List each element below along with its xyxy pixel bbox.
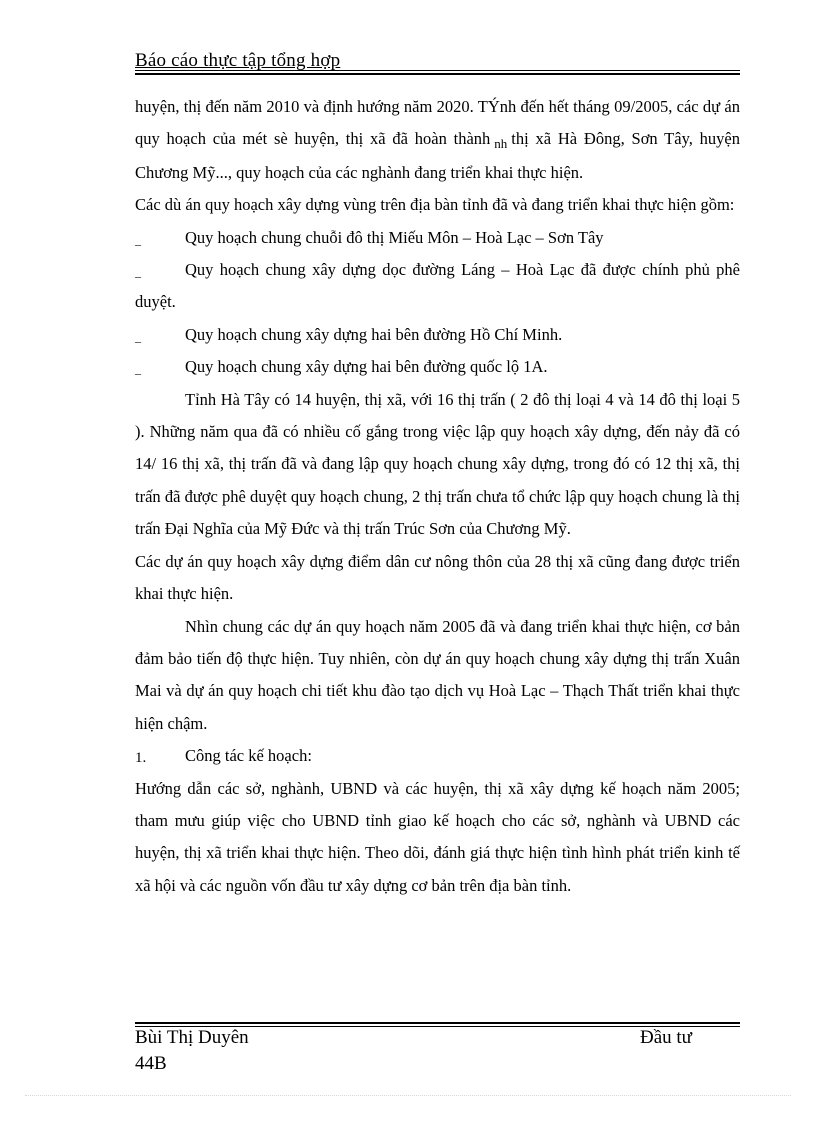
paragraph-5: Nhìn chung các dự án quy hoạch năm 2005 đã và đang triển khai thực hiện, cơ bản đảm bảo tiến độ thực hiện. Tuy nhiên, còn dự án quy hoạch chung xây dựng thị trấn Xuân Mai và dự án quy hoạch chi tiết khu đào tạo dịch vụ Hoà Lạc – Thạch Thất triển khai thực hiện chậm. (135, 616, 740, 733)
paragraph-3: Tỉnh Hà Tây có 14 huyện, thị xã, với 16 thị trấn ( 2 đô thị loại 4 và 14 đô thị loại 5 ). Những năm qua đã có nhiều cố gắng trong việc lập quy hoạch xây dựng, đến nảy đã có 14/ 16 thị xã, thị trấn đã và đang lập quy hoạch chung xây dựng, trong đó có 12 thị xã, thị trấn đã được phê duyệt quy hoạch chung, 2 thị trấn chưa tổ chức lập quy hoạch chung là thị trấn Đại Nghĩa của Mỹ Đức và thị trấn Trúc Sơn của Chương Mỹ. (135, 389, 740, 539)
page-edge-divider (25, 1095, 791, 1096)
bullet-mark: _ (135, 265, 141, 280)
paragraph-6: Hướng dẫn các sở, nghành, UBND và các huyện, thị xã xây dựng kế hoạch năm 2005; tham mưu giúp việc cho UBND tỉnh giao kế hoạch cho các sở, nghành và UBND các huyện, thị xã triển khai thực hiện. Theo dõi, đánh giá thực hiện tình hình phát triển kinh tế xã hội và các nguồn vốn đầu tư xây dựng cơ bản trên địa bàn tỉnh. (135, 778, 740, 895)
bullet-mark: _ (135, 329, 141, 344)
footer-department: Đầu tư (640, 1027, 692, 1048)
header-rule-thin (135, 70, 740, 71)
header-rule-thick (135, 73, 740, 75)
header-title: Báo cáo thực tập tổng hợp (135, 50, 341, 71)
bullet-item-3: _ Quy hoạch chung xây dựng hai bên đường Hồ Chí Minh. (135, 319, 740, 351)
section-title: Công tác kế hoạch: (185, 746, 312, 766)
bullet-item-4: _ Quy hoạch chung xây dựng hai bên đường quốc lộ 1A. (135, 351, 740, 383)
paragraph-1-fragment: nh (494, 136, 508, 152)
footer-rule-thick (135, 1022, 740, 1024)
footer-author: Bùi Thị Duyên (135, 1027, 249, 1048)
paragraph-4: Các dự án quy hoạch xây dựng điểm dân cư nông thôn của 28 thị xã cũng đang được triển khai thực hiện. (135, 551, 740, 604)
bullet-mark: _ (135, 232, 141, 247)
footer-class-code: 44B (135, 1053, 167, 1074)
section-number: 1. (135, 750, 147, 767)
body-text (135, 91, 740, 902)
bullet-mark: _ (135, 362, 141, 377)
bullet-item-2: _ Quy hoạch chung xây dựng dọc đường Láng – Hoà Lạc đã được chính phủ phê duyệt. (135, 254, 740, 319)
bullet-item-1: _ Quy hoạch chung chuỗi đô thị Miếu Môn – Hoà Lạc – Sơn Tây (135, 222, 740, 254)
paragraph-1: huyện, thị đến năm 2010 và định hướng năm 2020. TÝnh đến hết tháng 09/2005, các dự án quy hoạch của mét sè huyện, thị xã đã hoàn thành $_{nh}$ thị xã Hà Đông, Sơn Tây, huyện Chương Mỹ..., quy hoạch của các nghành đang triển khai thực hiện. (135, 97, 741, 182)
paragraph-2: Các dù án quy hoạch xây dựng vùng trên địa bàn tỉnh đã và đang triển khai thực hiện gồm: (135, 195, 735, 215)
section-heading (135, 740, 740, 772)
